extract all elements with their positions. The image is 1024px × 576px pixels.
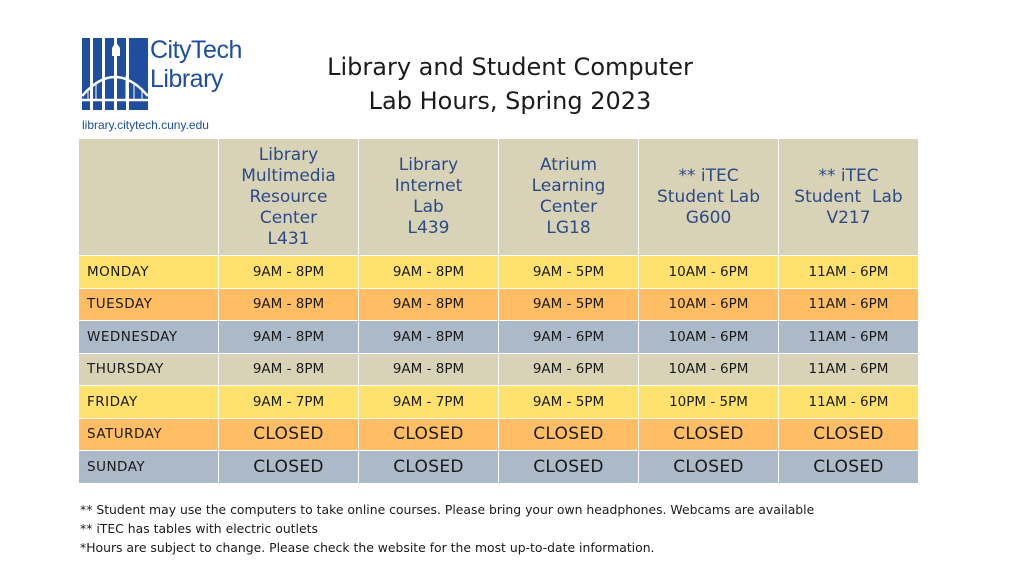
column-header-line: Student Lab: [794, 186, 903, 207]
column-header-line: Resource: [249, 186, 328, 207]
page-title: [260, 50, 760, 118]
column-header-line: L439: [407, 218, 450, 238]
lab-hours-table: [78, 138, 919, 484]
title-line1: Library and Student Computer: [327, 53, 693, 81]
hours-cell: 11AM - 6PM: [808, 263, 889, 280]
column-header-line: ** iTEC: [818, 165, 879, 186]
day-label: SATURDAY: [87, 426, 163, 443]
column-header: [639, 139, 778, 255]
column-header-line: ** iTEC: [678, 165, 739, 186]
logo-name-line1: CityTech: [150, 36, 242, 64]
hours-cell: 10AM - 6PM: [668, 361, 749, 378]
hours-cell: 9AM - 8PM: [392, 263, 465, 280]
hours-cell: 9AM - 5PM: [532, 296, 605, 313]
logo-wordmark: [150, 36, 250, 94]
table-header-row: [79, 139, 918, 255]
hours-cell: CLOSED: [813, 456, 884, 477]
table-row: [79, 451, 918, 483]
hours-cell: 9AM - 5PM: [532, 393, 605, 410]
hours-cell: 11AM - 6PM: [808, 393, 889, 410]
hours-cell: CLOSED: [253, 424, 324, 445]
hours-cell: 10PM - 5PM: [669, 393, 748, 410]
table-row: [79, 256, 918, 288]
hours-cell: 9AM - 6PM: [532, 328, 605, 345]
title-line2: Lab Hours, Spring 2023: [368, 87, 652, 115]
hours-cell: 11AM - 6PM: [808, 296, 889, 313]
column-header-line: Learning: [531, 176, 606, 196]
column-header-line: Center: [259, 207, 318, 228]
column-header-line: V217: [826, 207, 871, 228]
column-header-line: Student Lab: [656, 186, 760, 207]
hours-cell: 9AM - 7PM: [392, 393, 465, 410]
table-row: [79, 289, 918, 321]
header-corner-cell: [79, 139, 218, 255]
column-header-line: Lab: [413, 197, 444, 217]
hours-cell: 10AM - 6PM: [668, 328, 749, 345]
column-header: [779, 139, 918, 255]
hours-cell: 10AM - 6PM: [668, 263, 749, 280]
column-header-line: Library: [258, 144, 319, 165]
day-label: FRIDAY: [87, 393, 138, 410]
column-header-line: Multimedia: [241, 165, 336, 186]
day-label: SUNDAY: [87, 458, 146, 475]
hours-cell: 9AM - 8PM: [252, 263, 325, 280]
hours-cell: 9AM - 7PM: [252, 393, 325, 410]
table-row: [79, 386, 918, 418]
column-header-line: G600: [685, 207, 732, 228]
day-label: WEDNESDAY: [87, 328, 178, 345]
footnotes: [80, 500, 940, 557]
day-label: THURSDAY: [87, 361, 164, 378]
hours-cell: CLOSED: [253, 456, 324, 477]
hours-cell: 9AM - 8PM: [392, 296, 465, 313]
column-header: [219, 139, 358, 255]
column-header-line: Atrium: [539, 155, 598, 175]
column-header: [499, 139, 638, 255]
column-header-line: Center: [539, 197, 598, 217]
hours-cell: 9AM - 8PM: [252, 328, 325, 345]
hours-cell: CLOSED: [393, 456, 464, 477]
hours-cell: CLOSED: [533, 424, 604, 445]
bridge-icon: [82, 38, 148, 110]
hours-cell: CLOSED: [533, 456, 604, 477]
hours-cell: 11AM - 6PM: [808, 361, 889, 378]
column-header-line: Library: [398, 155, 459, 175]
hours-cell: 11AM - 6PM: [808, 328, 889, 345]
logo-name-line2: Library: [150, 65, 223, 93]
column-header-line: L431: [267, 228, 310, 249]
hours-cell: CLOSED: [673, 456, 744, 477]
hours-cell: CLOSED: [673, 424, 744, 445]
table-row: [79, 321, 918, 353]
footnote: *Hours are subject to change. Please check the website for the most up-to-date information.: [80, 540, 655, 555]
hours-cell: 9AM - 8PM: [252, 361, 325, 378]
library-url-link[interactable]: library.citytech.cuny.edu: [82, 118, 209, 132]
column-header-line: Internet: [394, 176, 463, 196]
hours-cell: 10AM - 6PM: [668, 296, 749, 313]
hours-cell: 9AM - 8PM: [392, 328, 465, 345]
hours-cell: CLOSED: [393, 424, 464, 445]
hours-cell: 9AM - 5PM: [532, 263, 605, 280]
footnote: ** iTEC has tables with electric outlets: [80, 521, 318, 536]
hours-cell: 9AM - 6PM: [532, 361, 605, 378]
column-header-line: LG18: [546, 218, 591, 238]
day-label: MONDAY: [87, 263, 149, 280]
hours-cell: 9AM - 8PM: [252, 296, 325, 313]
table-row: [79, 419, 918, 451]
day-label: TUESDAY: [87, 296, 153, 313]
table-row: [79, 354, 918, 386]
hours-cell: 9AM - 8PM: [392, 361, 465, 378]
citytech-library-logo[interactable]: [82, 36, 242, 136]
hours-cell: CLOSED: [813, 424, 884, 445]
column-header: [359, 139, 498, 255]
footnote: ** Student may use the computers to take online courses. Please bring your own headphones. Webcams are available: [80, 502, 815, 517]
